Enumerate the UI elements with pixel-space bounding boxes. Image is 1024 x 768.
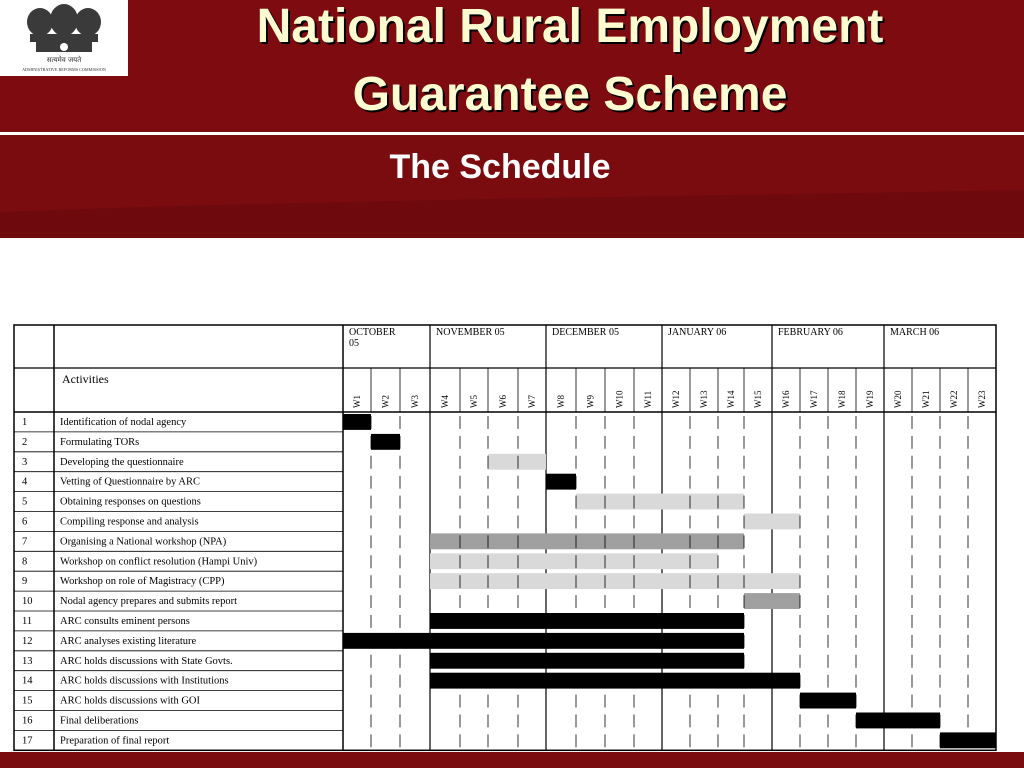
row-number: 2 bbox=[22, 436, 28, 448]
gantt-bar-black bbox=[430, 673, 800, 689]
activity-label: Nodal agency prepares and submits report bbox=[60, 596, 237, 608]
subtitle-text: The Schedule bbox=[389, 148, 611, 186]
week-label: W2 bbox=[380, 395, 391, 408]
gantt-bar-dark-gray bbox=[430, 533, 744, 549]
row-number: 16 bbox=[22, 715, 33, 727]
gantt-bar-black bbox=[856, 713, 940, 729]
activity-label: Obtaining responses on questions bbox=[60, 496, 201, 508]
week-label: W15 bbox=[753, 390, 763, 408]
activity-label: ARC consults eminent persons bbox=[60, 616, 190, 627]
gantt-bar-black bbox=[343, 414, 371, 430]
month-label: MARCH 06 bbox=[890, 327, 940, 338]
week-label: W11 bbox=[643, 390, 653, 408]
gantt-bar-dark-gray bbox=[744, 593, 800, 609]
activity-label: Final deliberations bbox=[60, 715, 139, 727]
gantt-bar-light-gray bbox=[488, 454, 546, 470]
row-number: 4 bbox=[22, 476, 28, 488]
gantt-bar-black bbox=[546, 474, 576, 490]
week-label: W16 bbox=[781, 390, 791, 408]
gantt-bar-light-gray bbox=[430, 573, 800, 589]
row-number: 5 bbox=[22, 496, 28, 508]
week-label: W20 bbox=[893, 390, 903, 408]
week-label: W9 bbox=[585, 395, 596, 408]
gantt-bar-black bbox=[430, 613, 744, 629]
gantt-bar-black bbox=[371, 434, 400, 450]
gantt-bar-black bbox=[430, 653, 744, 669]
activity-label: Organising a National workshop (NPA) bbox=[60, 536, 227, 548]
gantt-bar-light-gray bbox=[430, 553, 718, 569]
row-number: 9 bbox=[22, 576, 28, 588]
week-label: W14 bbox=[726, 390, 736, 408]
page-title-line-2: Guarantee Scheme bbox=[352, 68, 788, 121]
activity-label: ARC analyses existing literature bbox=[60, 635, 197, 647]
week-label: W23 bbox=[977, 390, 987, 408]
activity-label: Developing the questionnaire bbox=[60, 456, 184, 468]
month-label: DECEMBER 05 bbox=[552, 327, 619, 338]
activity-label: Formulating TORs bbox=[60, 436, 140, 448]
week-label: W10 bbox=[614, 390, 625, 408]
emblem-motto: सत्यमेव जयते bbox=[46, 56, 82, 64]
gantt-bar-black bbox=[343, 633, 744, 649]
row-number: 15 bbox=[22, 695, 33, 707]
page-title-line-1: National Rural Employment bbox=[256, 0, 884, 53]
week-label: W4 bbox=[440, 395, 450, 408]
activity-label: ARC holds discussions with GOI bbox=[60, 695, 201, 707]
week-label: W13 bbox=[699, 390, 709, 408]
week-label: W17 bbox=[809, 390, 819, 408]
week-label: W21 bbox=[921, 390, 931, 408]
emblem-caption: ADMINISTRATIVE REFORMS COMMISSION bbox=[22, 67, 106, 72]
month-label: JANUARY 06 bbox=[668, 327, 727, 338]
activity-label: Compiling response and analysis bbox=[60, 516, 199, 528]
activity-label: Preparation of final report bbox=[60, 735, 170, 747]
row-number: 11 bbox=[22, 616, 33, 627]
row-number: 1 bbox=[22, 417, 28, 428]
row-number: 10 bbox=[22, 596, 33, 608]
month-label: FEBRUARY 06 bbox=[778, 327, 843, 338]
week-label: W7 bbox=[527, 395, 537, 408]
gantt-bar-light-gray bbox=[744, 514, 800, 530]
row-number: 14 bbox=[22, 675, 33, 687]
row-number: 13 bbox=[22, 655, 33, 667]
week-label: W18 bbox=[837, 390, 847, 408]
row-number: 8 bbox=[22, 556, 28, 568]
activity-label: Vetting of Questionnaire by ARC bbox=[60, 476, 200, 488]
week-label: W19 bbox=[865, 390, 875, 408]
activity-label: Workshop on role of Magistracy (CPP) bbox=[60, 576, 225, 588]
activity-label: ARC holds discussions with State Govts. bbox=[60, 655, 233, 667]
week-label: W1 bbox=[352, 395, 362, 408]
activity-label: Workshop on conflict resolution (Hampi Univ) bbox=[60, 556, 258, 568]
week-label: W8 bbox=[556, 395, 566, 408]
activities-header: Activities bbox=[62, 372, 109, 386]
month-label: NOVEMBER 05 bbox=[436, 327, 505, 338]
row-number: 6 bbox=[22, 516, 28, 528]
row-number: 17 bbox=[22, 735, 33, 747]
footer-band bbox=[0, 752, 1024, 768]
row-number: 7 bbox=[22, 536, 28, 548]
week-label: W5 bbox=[469, 395, 479, 408]
week-label: W22 bbox=[949, 390, 959, 408]
row-number: 12 bbox=[22, 635, 33, 647]
week-label: W12 bbox=[671, 390, 681, 408]
month-label: 05 bbox=[349, 338, 359, 349]
activity-label: Identification of nodal agency bbox=[60, 417, 187, 428]
activity-label: ARC holds discussions with Institutions bbox=[60, 675, 229, 687]
week-label: W3 bbox=[410, 395, 420, 408]
month-label: OCTOBER bbox=[349, 327, 396, 338]
gantt-bar-light-gray bbox=[576, 494, 744, 510]
row-number: 3 bbox=[22, 456, 28, 468]
week-label: W6 bbox=[498, 395, 508, 408]
